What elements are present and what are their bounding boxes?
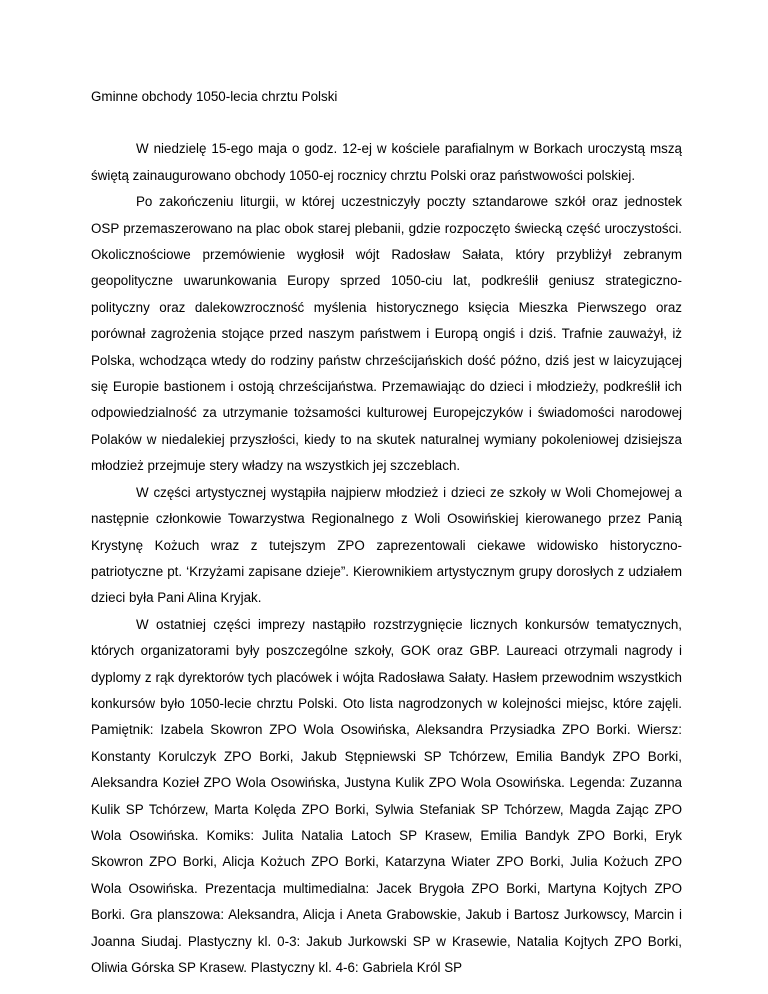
paragraph-speech: Po zakończeniu liturgii, w której uczestniczyły poczty sztandarowe szkół oraz jednostek OSP przemaszerowano na plac obok starej plebanii, gdzie rozpoczęto świecką część uroczystości. Okolicznościowe przemówienie wygłosił wójt Radosław Sałata, który przybliżył zebranym geopolityczne uwarunkowania Europy sprzed 1050-ciu lat, podkreślił geniusz strategiczno-polityczny oraz dalekowzroczność myślenia historycznego księcia Mieszka Pierwszego oraz porównał zagrożenia stojące przed naszym państwem i Europą ongiś i dziś. Trafnie zauważył, iż Polska, wchodząca wtedy do rodziny państw chrześcijańskich dość późno, dziś jest w laicyzującej się Europie bastionem i ostoją chrześcijaństwa. Przemawiając do dzieci i młodzieży, podkreślił ich odpowiedzialność za utrzymanie tożsamości kulturowej Europejczyków i świadomości narodowej Polaków w niedalekiej przyszłości, kiedy to na skutek naturalnej wymiany pokoleniowej dzisiejsza młodzież przejmuje stery władzy na wszystkich jej szczeblach. <box>91 194 682 474</box>
document-body <box>91 84 682 981</box>
paragraph-inauguration: W niedzielę 15-ego maja o godz. 12-ej w kościele parafialnym w Borkach uroczystą mszą świętą zainaugurowano obchody 1050-ej rocznicy chrztu Polski oraz państwowości polskiej. <box>91 141 682 183</box>
paragraph-artistic-part: W części artystycznej wystąpiła najpierw młodzież i dzieci ze szkoły w Woli Chomejowej a następnie członkowie Towarzystwa Regionalnego z Woli Osowińskiej kierowanego przez Panią Krystynę Kożuch wraz z tutejszym ZPO zaprezentowali ciekawe widowisko historyczno-patriotyczne pt. ‘Krzyżami zapisane dzieje”. Kierownikiem artystycznym grupy dorosłych z udziałem dzieci była Pani Alina Kryjak. <box>91 484 682 606</box>
paragraph-competitions: W ostatniej części imprezy nastąpiło rozstrzygnięcie licznych konkursów tematycznych, których organizatorami były poszczególne szkoły, GOK oraz GBP. Laureaci otrzymali nagrody i dyplomy z rąk dyrektorów tych placówek i wójta Radosława Sałaty. Hasłem przewodnim wszystkich konkursów było 1050-lecie chrztu Polski. Oto lista nagrodzonych w kolejności miejsc, które zajęli. Pamiętnik: Izabela Skowron ZPO Wola Osowińska, Aleksandra Przysiadka ZPO Borki. Wiersz: Konstanty Korulczyk ZPO Borki, Jakub Stępniewski SP Tchórzew, Emilia Bandyk ZPO Borki, Aleksandra Kozieł ZPO Wola Osowińska, Justyna Kulik ZPO Wola Osowińska. Legenda: Zuzanna Kulik SP Tchórzew, Marta Kolęda ZPO Borki, Sylwia Stefaniak SP Tchórzew, Magda Zając ZPO Wola Osowińska. Komiks: Julita Natalia Latoch SP Krasew, Emilia Bandyk ZPO Borki, Eryk Skowron ZPO Borki, Alicja Kożuch ZPO Borki, Katarzyna Wiater ZPO Borki, Julia Kożuch ZPO Wola Osowińska. Prezentacja multimedialna: Jacek Brygoła ZPO Borki, Martyna Kojtych ZPO Borki. Gra planszowa: Aleksandra, Alicja i Aneta Grabowskie, Jakub i Bartosz Jurkowscy, Marcin i Joanna Siudaj. Plastyczny kl. 0-3: Jakub Jurkowski SP w Krasewie, Natalia Kojtych ZPO Borki, Oliwia Górska SP Krasew. Plastyczny kl. 4-6: Gabriela Król SP <box>91 616 682 975</box>
document-title: Gminne obchody 1050-lecia chrztu Polski <box>91 89 338 104</box>
